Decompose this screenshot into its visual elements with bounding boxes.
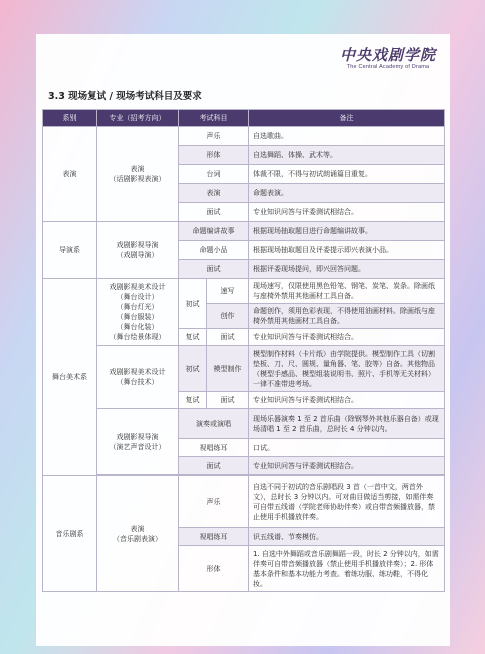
header-note: 备注 bbox=[249, 110, 445, 127]
subject-cell: 创作 bbox=[207, 304, 249, 329]
major-cell: 戏剧影视导演 （演艺声音设计） bbox=[97, 409, 179, 475]
subject-cell: 速写 bbox=[207, 279, 249, 304]
major-cell: 戏剧影视美术设计 （舞台技术） bbox=[97, 346, 179, 409]
note-cell: 1. 自选中外舞蹈或音乐剧舞蹈一段，时长 2 分钟以内，如需伴奏可自带音频播放器（禁止使用手机播放伴奏）；2. 形体基本条件和基本功能力考查。着练功服、练功鞋，不得化妆。 bbox=[249, 546, 445, 592]
note-cell: 自选不同于初试的音乐剧唱段 3 首（一首中文，两首外文），总时长 3 分钟以内。可对曲目做适当剪接，如需伴奏可自带五线谱（学院老师协助伴奏）或自带音频播放器，禁止使用手机播放伴奏。 bbox=[249, 476, 445, 528]
note-cell: 现场乐器演奏 1 至 2 首乐曲（除钢琴外其他乐器自备）或现场清唱 1 至 2 首乐曲，总时长 4 分钟以内。 bbox=[249, 409, 445, 439]
logo-chinese: 中央戏剧学院 bbox=[339, 46, 436, 64]
note-cell: 专业知识问答与评委测试相结合。 bbox=[249, 457, 445, 475]
table-row bbox=[43, 476, 445, 528]
academy-logo bbox=[340, 46, 436, 70]
round-cell: 复试 bbox=[179, 392, 207, 409]
table-header-row bbox=[43, 110, 445, 127]
note-cell: 体裁不限，不得与初试朗诵篇目重复。 bbox=[249, 165, 445, 184]
table-row bbox=[43, 222, 445, 241]
note-cell: 识五线谱、节奏模仿。 bbox=[249, 528, 445, 546]
note-cell: 自选歌曲。 bbox=[249, 127, 445, 146]
dept-cell: 导演系 bbox=[43, 222, 97, 279]
subject-cell: 面试 bbox=[179, 203, 249, 222]
major-cell: 表演 （音乐剧表演） bbox=[97, 476, 179, 592]
exam-table bbox=[42, 109, 445, 592]
dept-cell: 舞台美术系 bbox=[43, 279, 97, 476]
major-cell: 戏剧影视美术设计 （舞台设计） （舞台灯光） （舞台服装） （舞台化装） （舞台绘景体现） bbox=[97, 279, 179, 346]
document-page bbox=[36, 34, 450, 646]
subject-cell: 视唱练耳 bbox=[179, 528, 249, 546]
subject-cell: 演奏或演唱 bbox=[179, 409, 249, 439]
subject-cell: 表演 bbox=[179, 184, 249, 203]
subject-cell: 声乐 bbox=[179, 127, 249, 146]
section-heading: 3.3 现场复试 / 现场考试科目及要求 bbox=[48, 91, 202, 102]
subject-cell: 面试 bbox=[207, 392, 249, 409]
subject-cell: 台词 bbox=[179, 165, 249, 184]
note-cell: 专业知识问答与评委测试相结合。 bbox=[249, 392, 445, 409]
note-cell: 自选舞蹈、体操、武术等。 bbox=[249, 146, 445, 165]
major-cell: 戏剧影视导演 （戏剧导演） bbox=[97, 222, 179, 279]
round-cell: 初试 bbox=[179, 346, 207, 392]
note-cell: 根据现场抽取题目及评委提示即兴表演小品。 bbox=[249, 241, 445, 260]
note-cell: 命题创作，须用色彩表现，不得使用油画材料。除画纸与座椅外禁用其他画材工具自备。 bbox=[249, 304, 445, 329]
subject-cell: 视唱练耳 bbox=[179, 439, 249, 457]
header-major: 专业（招考方向） bbox=[97, 110, 179, 127]
table-row bbox=[43, 279, 445, 304]
subject-cell: 面试 bbox=[179, 260, 249, 279]
note-cell: 专业知识问答与评委测试相结合。 bbox=[249, 203, 445, 222]
dept-cell: 表演 bbox=[43, 127, 97, 222]
dept-cell: 音乐剧系 bbox=[43, 476, 97, 592]
subject-cell: 命题小品 bbox=[179, 241, 249, 260]
round-cell: 初试 bbox=[179, 279, 207, 329]
logo-english: The Central Academy of Drama bbox=[346, 64, 430, 70]
note-cell: 现场速写，仅限使用黑色铅笔、钢笔、炭笔、炭条。除画纸与座椅外禁用其他画材工具自备。 bbox=[249, 279, 445, 304]
note-cell: 专业知识问答与评委测试相结合。 bbox=[249, 329, 445, 346]
table-row bbox=[43, 346, 445, 392]
subject-cell: 面试 bbox=[179, 457, 249, 475]
subject-cell: 命题编讲故事 bbox=[179, 222, 249, 241]
note-cell: 根据现场抽取题目进行命题编讲故事。 bbox=[249, 222, 445, 241]
subject-cell: 面试 bbox=[207, 329, 249, 346]
major-cell: 表演 （话剧影视表演） bbox=[97, 127, 179, 222]
header-subject: 考试科目 bbox=[179, 110, 249, 127]
note-cell: 命题表演。 bbox=[249, 184, 445, 203]
subject-cell: 形体 bbox=[179, 146, 249, 165]
note-cell: 根据评委现场提问，即兴回答问题。 bbox=[249, 260, 445, 279]
table-row bbox=[43, 409, 445, 439]
header-dept: 系别 bbox=[43, 110, 97, 127]
subject-cell: 形体 bbox=[179, 546, 249, 592]
subject-cell: 模型制作 bbox=[207, 346, 249, 392]
subject-cell: 声乐 bbox=[179, 476, 249, 528]
table-row bbox=[43, 127, 445, 146]
round-cell: 复试 bbox=[179, 329, 207, 346]
note-cell: 口试。 bbox=[249, 439, 445, 457]
note-cell: 模型制作材料（卡片纸）由学院提供。模型制作工具（切割垫板、刀、尺、圆规、量角器、笔、胶等）自备。其他物品（模型手感品、模型组装说明书、照片、手机等无关材料）一律不准带进考场。 bbox=[249, 346, 445, 392]
